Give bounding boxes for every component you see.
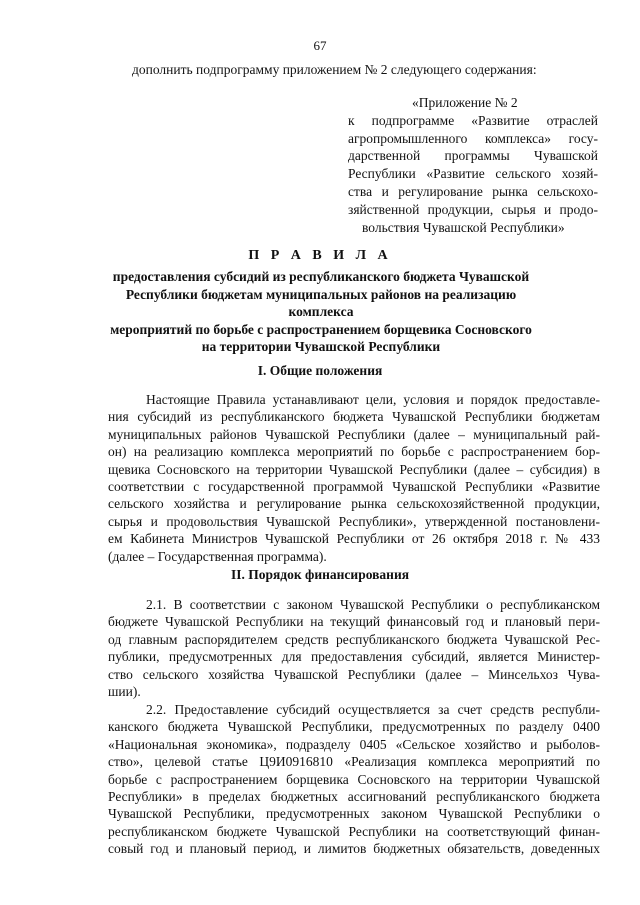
- appendix-line: к подпрограмме «Развитие отраслей: [348, 112, 598, 128]
- text-line: 2.1. В соответствии с законом Чувашской Республики о республиканском: [146, 597, 600, 612]
- text-line: щевика Сосновского на территории Чувашской Республики (далее – субсидия) в: [108, 461, 600, 477]
- text-line: Чувашской Республики, предусмотренных законом Чувашской Республики о: [108, 806, 600, 822]
- appendix-line: вольствия Чувашской Республики»: [362, 219, 565, 235]
- text-line: 2.2. Предоставление субсидий осуществляется за счет средств республи-: [146, 702, 600, 717]
- appendix-line: зяйственной продукции, сырья и продо-: [348, 201, 598, 217]
- text-line: он) на реализацию комплекса мероприятий по борьбе с распространением бор-: [108, 444, 600, 460]
- text-line: совый год и плановый период, и лимитов бюджетных обязательств, доведенных: [108, 841, 600, 857]
- appendix-line: Республики «Развитие сельского хозяй-: [348, 166, 598, 182]
- subtitle-line: предоставления субсидий из республиканского бюджета Чувашской: [112, 269, 530, 284]
- subtitle-line: Республики бюджетам муниципальных районов на реализацию комплекса: [125, 286, 517, 319]
- subtitle-line: на территории Чувашской Республики: [201, 339, 441, 354]
- text-line: ство», целевой статье Ц9И0916810 «Реализация комплекса мероприятий по: [108, 754, 600, 770]
- text-line: канского бюджета Чувашской Республики, предусмотренных по разделу 0400: [108, 719, 600, 735]
- text-line: ем Кабинета Министров Чувашской Республики от 26 октября 2018 г. № 433: [108, 531, 600, 547]
- text-line: публики, предусмотренных для предоставления субсидий, является Министер-: [108, 649, 600, 665]
- section-1-heading: I. Общие положения: [257, 363, 383, 378]
- text-line: бюджете Чувашской Республики на текущий финансовый год и плановый пери-: [108, 614, 600, 630]
- text-line: борьбе с распространением борщевика Сосновского на территории Чувашской: [108, 771, 600, 787]
- text-line: сельского хозяйства и регулирование рынка сельскохозяйственной продукции,: [108, 496, 600, 512]
- text-line: республиканском бюджете Чувашской Республики на соответствующий финан-: [108, 823, 600, 839]
- document-title: П Р А В И Л А: [248, 248, 392, 263]
- appendix-line: ства и регулирование рынка сельскохо-: [348, 183, 598, 199]
- appendix-line: агропромышленного комплекса» госу-: [348, 130, 598, 146]
- text-line: ство сельского хозяйства Чувашской Республики (далее – Минсельхоз Чува-: [108, 666, 600, 682]
- text-line: сырья и продовольствия Чувашской Республики», утвержденной постановлени-: [108, 513, 600, 529]
- text-line: од главным распорядителем средств республиканского бюджета Чувашской Рес-: [108, 631, 600, 647]
- appendix-note: [348, 94, 598, 236]
- text-line: соответствии с государственной программой Чувашской Республики «Развитие: [108, 479, 600, 495]
- document-subtitle: [96, 268, 546, 356]
- text-line: муниципальных районов Чувашской Республики (далее – муниципальный рай-: [108, 426, 600, 442]
- text-line: «Национальная экономика», подразделу 0405 «Сельское хозяйство и рыболов-: [108, 736, 600, 752]
- subtitle-line: мероприятий по борьбе с распространением борщевика Сосновского: [110, 321, 532, 337]
- section-1-paragraph: [108, 391, 600, 565]
- page-number: 67: [313, 38, 327, 53]
- section-2-heading: II. Порядок финансирования: [230, 567, 410, 582]
- text-line: ния субсидий из республиканского бюджета Чувашской Республики бюджетам: [108, 409, 600, 425]
- text-line: Настоящие Правила устанавливают цели, условия и порядок предоставле-: [146, 392, 600, 407]
- section-2-paragraph-2: [108, 701, 600, 858]
- intro-text: дополнить подпрограмму приложением № 2 следующего содержания:: [132, 62, 537, 77]
- text-line: (далее – Государственная программа).: [108, 548, 327, 564]
- text-line: шии).: [108, 684, 141, 700]
- appendix-line: «Приложение № 2: [412, 95, 518, 110]
- appendix-line: дарственной программы Чувашской: [348, 148, 598, 164]
- text-line: Республики» в пределах бюджетных ассигнований республиканского бюджета: [108, 789, 600, 805]
- section-2-paragraph-1: [108, 596, 600, 700]
